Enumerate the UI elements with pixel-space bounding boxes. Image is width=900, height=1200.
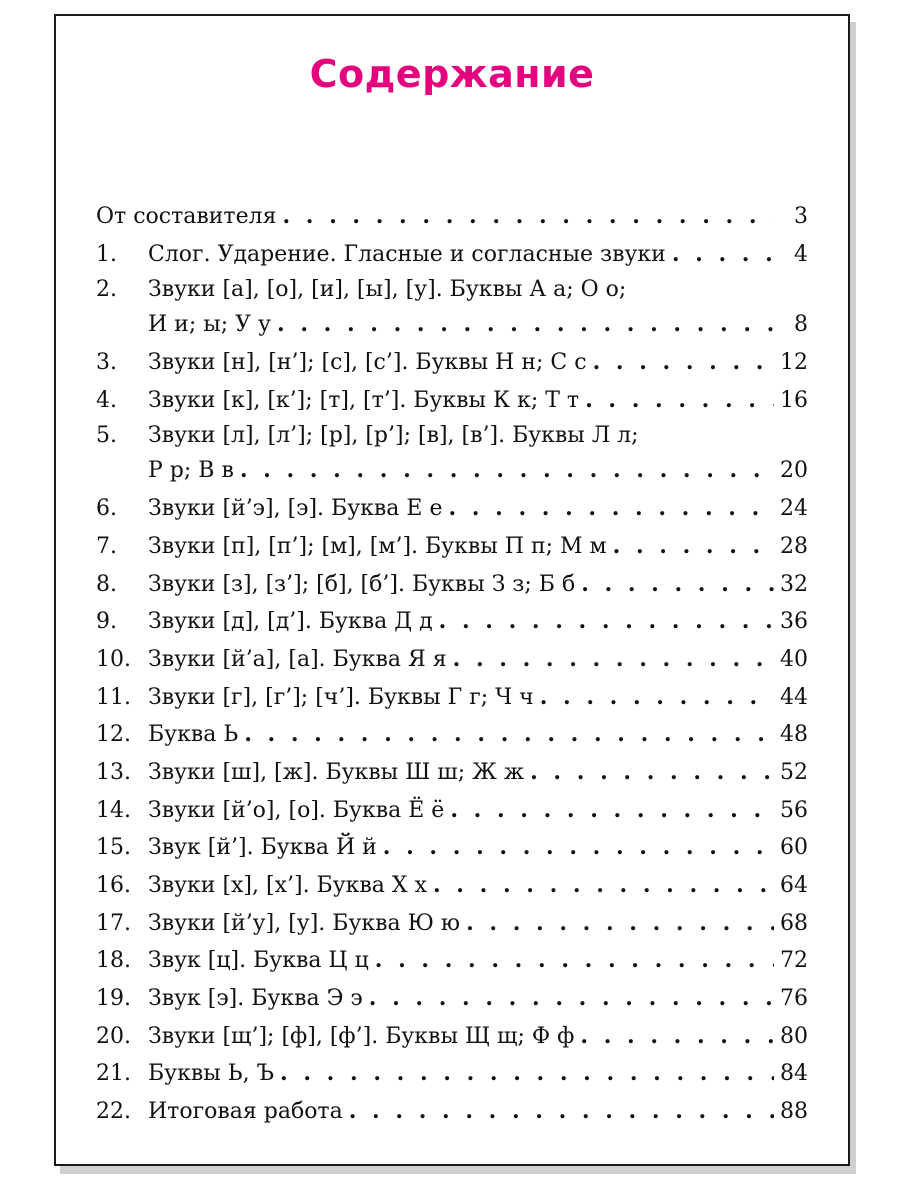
toc-leader-dots — [540, 679, 774, 717]
toc-leader-dots — [466, 905, 774, 943]
toc-entry-page: 8 — [794, 312, 808, 338]
toc-entry — [96, 980, 808, 1018]
toc-entry — [96, 829, 808, 867]
toc-entry — [96, 792, 808, 830]
toc-entry — [96, 382, 808, 420]
toc-entry-title: Звук [ц]. Буква Ц ц — [148, 948, 369, 974]
toc-entry-page: 28 — [780, 533, 808, 559]
toc-entry-title: Слог. Ударение. Гласные и согласные звуки — [148, 241, 666, 267]
toc-entry-page: 76 — [780, 986, 808, 1012]
toc-entry-page: 56 — [780, 797, 808, 823]
toc-entry-title: Буква Ь — [148, 722, 239, 748]
toc-entry-title: Звуки [д], [д’]. Буква Д д — [148, 609, 433, 635]
toc-entry-title: И и; ы; У у — [148, 312, 271, 338]
toc-leader-dots — [530, 754, 774, 792]
toc-entry-number: 3. — [96, 350, 117, 376]
toc-entry-page: 80 — [780, 1023, 808, 1049]
toc-entry — [96, 236, 808, 274]
toc-entry — [96, 452, 808, 490]
toc-entry-title: Звуки [г], [г’]; [ч’]. Буквы Г г; Ч ч — [148, 684, 534, 710]
toc-entry-number: 8. — [96, 571, 117, 597]
toc-leader-dots — [349, 1093, 774, 1131]
toc-leader-dots — [244, 716, 774, 754]
toc-leader-dots — [277, 306, 774, 344]
toc-leader-dots — [593, 344, 774, 382]
toc-entry — [96, 528, 808, 566]
toc-entry-page: 88 — [780, 1099, 808, 1125]
toc-entry — [96, 344, 808, 382]
toc-entry — [96, 1018, 808, 1056]
toc-entry-title: Звуки [а], [о], [и], [ы], [у]. Буквы А а; О о; — [148, 277, 627, 303]
table-of-contents — [96, 198, 808, 1131]
toc-entry-page: 48 — [780, 722, 808, 748]
toc-leader-dots — [369, 980, 774, 1018]
page-title: Содержание — [309, 52, 595, 96]
toc-entry-number: 21. — [96, 1061, 131, 1087]
toc-leader-dots — [672, 236, 774, 274]
toc-entry-title: Звук [й’]. Буква Й й — [148, 835, 377, 861]
toc-entry — [96, 754, 808, 792]
toc-entry-page: 84 — [780, 1061, 808, 1087]
toc-leader-dots — [433, 867, 774, 905]
toc-entry — [96, 867, 808, 905]
toc-entry-title: Звуки [й’у], [у]. Буква Ю ю — [148, 910, 461, 936]
toc-leader-dots — [581, 566, 774, 604]
toc-entry-number: 2. — [96, 277, 117, 303]
toc-entry-number: 20. — [96, 1023, 131, 1049]
toc-entry-number: 12. — [96, 722, 131, 748]
toc-entry — [96, 1093, 808, 1131]
toc-entry-number: 14. — [96, 797, 131, 823]
toc-entry-page: 12 — [780, 350, 808, 376]
toc-entry-title: Буквы Ь, Ъ — [148, 1061, 275, 1087]
toc-leader-dots — [383, 829, 774, 867]
toc-entry-page: 60 — [780, 835, 808, 861]
toc-entry-number: 7. — [96, 533, 117, 559]
toc-entry — [96, 603, 808, 641]
toc-entry-title: Звуки [й’э], [э]. Буква Е е — [148, 496, 443, 522]
toc-entry-title: Звуки [з], [з’]; [б], [б’]. Буквы З з; Б б — [148, 571, 576, 597]
toc-leader-dots — [448, 490, 774, 528]
toc-entry-page: 52 — [780, 759, 808, 785]
toc-entry — [96, 419, 808, 452]
toc-entry — [96, 905, 808, 943]
toc-entry — [96, 490, 808, 528]
toc-entry-page: 72 — [780, 948, 808, 974]
toc-entry-title: Звуки [х], [х’]. Буква Х х — [148, 873, 427, 898]
toc-leader-dots — [439, 603, 774, 641]
toc-entry-title: Р р; В в — [148, 458, 234, 484]
toc-entry-page: 36 — [780, 609, 808, 635]
toc-entry-number: 1. — [96, 241, 117, 267]
toc-entry-title: Звуки [ш], [ж]. Буквы Ш ш; Ж ж — [148, 759, 525, 785]
toc-entry — [96, 716, 808, 754]
toc-entry-number: 10. — [96, 646, 131, 672]
toc-entry — [96, 273, 808, 306]
toc-entry-number: 5. — [96, 423, 117, 449]
toc-entry-number: 16. — [96, 873, 131, 898]
toc-entry — [96, 566, 808, 604]
toc-entry-page: 64 — [780, 873, 808, 898]
toc-entry-title: Итоговая работа — [148, 1099, 343, 1125]
toc-leader-dots — [613, 528, 774, 566]
toc-entry-number: 4. — [96, 387, 117, 413]
toc-entry-number: 18. — [96, 948, 131, 974]
toc-entry — [96, 641, 808, 679]
toc-leader-dots — [280, 1055, 774, 1093]
toc-entry-number: 15. — [96, 835, 131, 861]
toc-entry-title: Звуки [й’а], [а]. Буква Я я — [148, 646, 447, 672]
toc-entry-title: Звуки [л], [л’]; [р], [р’]; [в], [в’]. Буквы Л л; — [148, 423, 639, 449]
toc-entry-page: 16 — [780, 387, 808, 413]
toc-leader-dots — [375, 942, 774, 980]
toc-leader-dots — [453, 641, 774, 679]
toc-entry-page: 24 — [780, 496, 808, 522]
toc-entry-number: 13. — [96, 759, 131, 785]
toc-leader-dots — [282, 198, 774, 236]
toc-entry-page: 32 — [780, 571, 808, 597]
toc-entry-page: 68 — [780, 910, 808, 936]
toc-entry — [96, 198, 808, 236]
toc-leader-dots — [450, 792, 774, 830]
toc-entry-page: 3 — [794, 204, 808, 229]
toc-entry-title: Звуки [щ’]; [ф], [ф’]. Буквы Щ щ; Ф ф — [148, 1023, 575, 1049]
toc-entry-page: 40 — [780, 646, 808, 672]
toc-entry-number: 19. — [96, 986, 131, 1012]
toc-entry-number: 9. — [96, 609, 117, 635]
toc-leader-dots — [580, 1018, 774, 1056]
toc-entry — [96, 306, 808, 344]
toc-entry-title: Звук [э]. Буква Э э — [148, 986, 363, 1012]
book-page — [54, 14, 850, 1166]
toc-entry-title: Звуки [п], [п’]; [м], [м’]. Буквы П п; М м — [148, 533, 607, 559]
toc-entry-number: 22. — [96, 1099, 131, 1125]
toc-entry-title: Звуки [н], [н’]; [с], [с’]. Буквы Н н; С с — [148, 350, 587, 376]
toc-entry-page: 20 — [780, 458, 808, 484]
toc-entry-number: 6. — [96, 496, 117, 522]
toc-entry-title: Звуки [й’о], [о]. Буква Ё ё — [148, 797, 445, 823]
toc-entry-number: 11. — [96, 684, 131, 710]
toc-entry-page: 44 — [780, 684, 808, 710]
toc-entry-title: От составителя — [96, 204, 277, 229]
toc-leader-dots — [240, 452, 774, 490]
toc-entry-number: 17. — [96, 910, 131, 936]
toc-entry-title: Звуки [к], [к’]; [т], [т’]. Буквы К к; Т т — [148, 387, 580, 413]
toc-entry — [96, 942, 808, 980]
toc-entry — [96, 679, 808, 717]
toc-entry-page: 4 — [794, 241, 808, 267]
toc-leader-dots — [585, 382, 774, 420]
toc-entry — [96, 1055, 808, 1093]
